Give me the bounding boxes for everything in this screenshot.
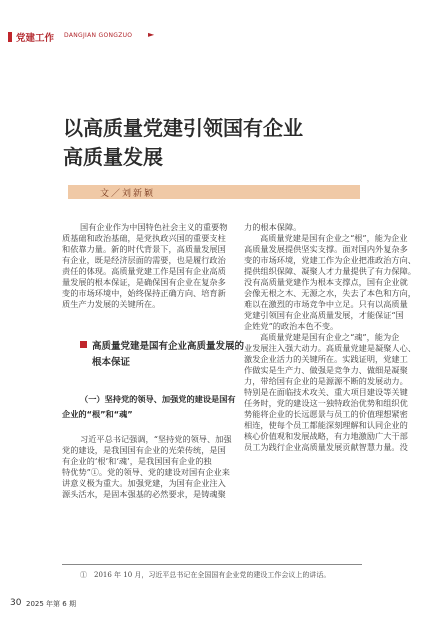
- text-line: 有企业，既是经济层面的需要，也是履行政治: [62, 255, 226, 265]
- article-title-line1: 以高质量党建引领国有企业: [63, 116, 303, 140]
- author-byline: 文／刘新颖: [100, 189, 156, 199]
- issue-label: 2025 年第 6 期: [26, 600, 76, 608]
- footnote: ① 2016 年 10 月，习近平总书记在全国国有企业党的建设工作会议上的讲话。: [80, 571, 331, 579]
- text-line: 质生产力发展的关键所在。: [62, 299, 161, 309]
- right-column: [244, 222, 416, 453]
- text-line: 力的根本保障。: [244, 222, 302, 232]
- text-line: 讲意义极为重大。加强党建，为国有企业注入: [62, 478, 226, 488]
- section-name: 党建工作: [16, 33, 55, 44]
- text-line: 高质量党建是国有企业之“根”，能为企业: [260, 233, 408, 243]
- text-line: 难以在激烈的市场竞争中立足。只有以高质量: [244, 299, 408, 309]
- text-line: 会像无根之木、无源之水，失去了本色和方向，: [244, 288, 416, 298]
- text-line: 党的建设，是我国国有企业的光荣传统，是国: [62, 445, 226, 455]
- text-line: 力，带给国有企业的是源源不断的发展动力。: [244, 376, 408, 386]
- text-line: 任务时，党的建设这一独特政治优势和组织优: [244, 398, 408, 408]
- footnote-rule: [62, 564, 362, 565]
- text-line: 作做实是生产力、做强是竞争力、做细是凝聚: [244, 365, 408, 375]
- text-line: 特优势”①。党的领导、党的建设对国有企业来: [62, 467, 230, 477]
- text-line: 责任的体现。高质量党建工作是国有企业高质: [62, 266, 226, 276]
- text-line: 激发企业活力的关键所在。实践证明，党建工: [244, 354, 408, 364]
- left-paragraph-2: [62, 434, 232, 500]
- subsection-heading-line1: （一）坚持党的领导、加强党的建设是国有: [80, 394, 236, 404]
- text-line: 有企业的‘根’和‘魂’，是我国国有企业的独: [62, 456, 212, 466]
- arrow-icon: ►: [148, 30, 155, 39]
- text-line: 质基础和政治基础，是党执政兴国的重要支柱: [62, 233, 226, 243]
- article-title-line2: 高质量发展: [63, 145, 163, 169]
- text-line: 高质量党建是国有企业之“魂”，能为企: [260, 332, 400, 342]
- text-line: 高质量发展提供坚实支撑。面对国内外复杂多: [244, 244, 408, 254]
- text-line: 提供组织保障、凝聚人才力量提供了有力保障。: [244, 266, 416, 276]
- text-line: 核心价值观和发展战略，有力地激励广大干部: [244, 431, 408, 441]
- subsection-heading-line2: 企业的“根”和“魂”: [62, 409, 133, 419]
- text-line: 变的市场环境中，始终保持正确方向、培育新: [62, 288, 226, 298]
- text-line: 习近平总书记强调，“坚持党的领导、加强: [80, 434, 232, 444]
- left-paragraph-1: [62, 222, 228, 310]
- section-heading-line2: 根本保证: [92, 357, 131, 368]
- text-line: 没有高质量党建作为根本支撑点，国有企业就: [244, 277, 408, 287]
- text-line: 业发展注入强大动力。高质量党建是凝聚人心、: [244, 343, 416, 353]
- text-line: 党建引领国有企业高质量发展，才能保证“国: [244, 310, 404, 320]
- text-line: 量发展的根本保证，是确保国有企业在复杂多: [62, 277, 226, 287]
- text-line: 变的市场环境，党建工作为企业把准政治方向、: [244, 255, 416, 265]
- section-bullet: [80, 341, 87, 348]
- text-line: 和依靠力量。新的时代背景下，高质量发展国: [62, 244, 226, 254]
- text-line: 员工为践行企业高质量发展贡献智慧力量。没: [244, 442, 408, 452]
- text-line: 特别是在面临技术攻关、重大项目建设等关键: [244, 387, 408, 397]
- section-heading-line1: 高质量党建是国有企业高质量发展的: [92, 341, 245, 352]
- text-line: 相连，使每个员工都能深刻理解和认同企业的: [244, 420, 408, 430]
- section-name-pinyin: DANGJIAN GONGZUO: [64, 32, 133, 39]
- text-line: 源头活水，是固本强基的必然要求，是铸魂聚: [62, 489, 226, 499]
- text-line: 国有企业作为中国特色社会主义的重要物: [80, 222, 228, 232]
- section-marker: [8, 32, 12, 42]
- text-line: 势能将企业的长远愿景与员工的价值理想紧密: [244, 409, 408, 419]
- page-number: 30: [10, 598, 22, 608]
- text-line: 企姓党”的政治本色不变。: [244, 321, 339, 331]
